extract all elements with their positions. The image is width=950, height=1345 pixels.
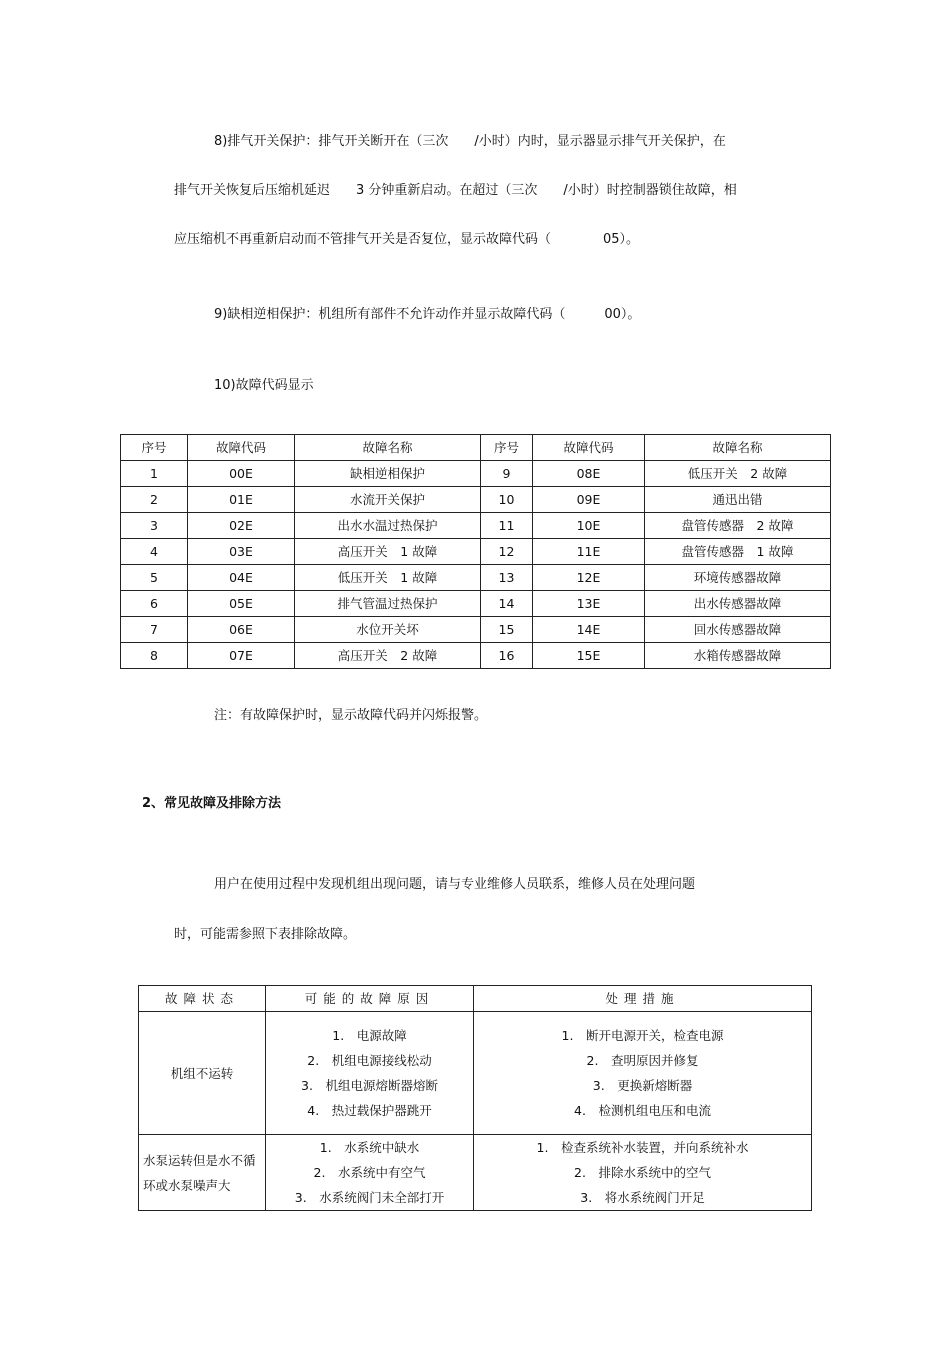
cell: 11E <box>533 539 645 565</box>
cell: 13 <box>481 565 533 591</box>
fault-table-header-row <box>121 435 831 461</box>
cell: 10 <box>481 487 533 513</box>
cell: 16 <box>481 643 533 669</box>
action-item: 1. 断开电源开关，检查电源 <box>561 1028 724 1043</box>
cell: 回水传感器故障 <box>645 617 831 643</box>
intro-line-1: 用户在使用过程中发现机组出现问题，请与专业维修人员联系，维修人员在处理问题 <box>214 877 696 892</box>
cell: 10E <box>533 513 645 539</box>
fault-state-cell: 机组不运转 <box>139 1012 266 1135</box>
cell: 12 <box>481 539 533 565</box>
paragraph-9: 9)缺相逆相保护：机组所有部件不允许动作并显示故障代码（ 00）。 <box>214 307 641 322</box>
fault-note: 注：有故障保护时，显示故障代码并闪烁报警。 <box>214 708 488 723</box>
actions-cell <box>474 1135 812 1211</box>
table-row <box>121 513 831 539</box>
cell: 14 <box>481 591 533 617</box>
cause-item: 1. 电源故障 <box>332 1028 407 1043</box>
header-actions: 处理措施 <box>474 986 812 1012</box>
cell: 00E <box>188 461 295 487</box>
cell: 低压开关 1 故障 <box>295 565 481 591</box>
cause-item: 4. 热过载保护器跳开 <box>307 1103 432 1118</box>
cell: 6 <box>121 591 188 617</box>
table-row <box>121 643 831 669</box>
table-row <box>139 1012 812 1135</box>
cell: 出水水温过热保护 <box>295 513 481 539</box>
action-item: 3. 更换新熔断器 <box>592 1078 693 1093</box>
cell: 11 <box>481 513 533 539</box>
cell: 盘管传感器 2 故障 <box>645 513 831 539</box>
cell: 05E <box>188 591 295 617</box>
cell: 12E <box>533 565 645 591</box>
action-item: 4. 检测机组电压和电流 <box>574 1103 711 1118</box>
table-row <box>121 617 831 643</box>
cell: 2 <box>121 487 188 513</box>
cause-item: 2. 水系统中有空气 <box>313 1165 426 1180</box>
header-state: 故障状态 <box>139 986 266 1012</box>
intro-line-2: 时，可能需参照下表排除故障。 <box>174 927 357 942</box>
table-row <box>121 539 831 565</box>
actions-cell <box>474 1012 812 1135</box>
causes-cell <box>266 1012 474 1135</box>
action-item: 3. 将水系统阀门开足 <box>580 1190 705 1205</box>
cell: 06E <box>188 617 295 643</box>
cell: 盘管传感器 1 故障 <box>645 539 831 565</box>
table-row <box>121 487 831 513</box>
table-row <box>121 461 831 487</box>
cell: 排气管温过热保护 <box>295 591 481 617</box>
table-row <box>121 565 831 591</box>
troubleshoot-header-row <box>139 986 812 1012</box>
fault-code-table <box>120 434 831 669</box>
cell: 08E <box>533 461 645 487</box>
cell: 14E <box>533 617 645 643</box>
header-code-2: 故障代码 <box>533 435 645 461</box>
action-item: 2. 查明原因并修复 <box>586 1053 699 1068</box>
fault-state-cell: 水泵运转但是水不循环或水泵噪声大 <box>139 1135 266 1211</box>
cell: 13E <box>533 591 645 617</box>
header-index-2: 序号 <box>481 435 533 461</box>
cell: 高压开关 1 故障 <box>295 539 481 565</box>
paragraph-10-heading: 10)故障代码显示 <box>214 378 314 393</box>
cell: 03E <box>188 539 295 565</box>
cell: 5 <box>121 565 188 591</box>
header-causes: 可能的故障原因 <box>266 986 474 1012</box>
cell: 缺相逆相保护 <box>295 461 481 487</box>
action-item: 2. 排除水系统中的空气 <box>574 1165 711 1180</box>
cell: 水箱传感器故障 <box>645 643 831 669</box>
cell: 水流开关保护 <box>295 487 481 513</box>
paragraph-8-line-2: 排气开关恢复后压缩机延迟 3 分钟重新启动。在超过（三次 /小时）时控制器锁住故障，相 <box>174 183 737 198</box>
header-code: 故障代码 <box>188 435 295 461</box>
paragraph-8-line-3: 应压缩机不再重新启动而不管排气开关是否复位，显示故障代码（ 05）。 <box>174 232 640 247</box>
cell: 15 <box>481 617 533 643</box>
cell: 02E <box>188 513 295 539</box>
cell: 出水传感器故障 <box>645 591 831 617</box>
cell: 高压开关 2 故障 <box>295 643 481 669</box>
action-item: 1. 检查系统补水装置，并向系统补水 <box>536 1140 749 1155</box>
table-row <box>139 1135 812 1211</box>
causes-cell <box>266 1135 474 1211</box>
cell: 环境传感器故障 <box>645 565 831 591</box>
cause-item: 3. 水系统阀门未全部打开 <box>294 1190 445 1205</box>
cell: 7 <box>121 617 188 643</box>
cell: 01E <box>188 487 295 513</box>
cell: 9 <box>481 461 533 487</box>
header-index: 序号 <box>121 435 188 461</box>
cell: 09E <box>533 487 645 513</box>
cell: 04E <box>188 565 295 591</box>
header-name: 故障名称 <box>295 435 481 461</box>
troubleshooting-table <box>138 985 812 1211</box>
cell: 3 <box>121 513 188 539</box>
cell: 8 <box>121 643 188 669</box>
cell: 水位开关坏 <box>295 617 481 643</box>
cell: 07E <box>188 643 295 669</box>
cell: 15E <box>533 643 645 669</box>
cause-item: 3. 机组电源熔断器熔断 <box>301 1078 438 1093</box>
cell: 低压开关 2 故障 <box>645 461 831 487</box>
header-name-2: 故障名称 <box>645 435 831 461</box>
cell: 4 <box>121 539 188 565</box>
table-row <box>121 591 831 617</box>
cell: 通迅出错 <box>645 487 831 513</box>
cell: 1 <box>121 461 188 487</box>
cause-item: 2. 机组电源接线松动 <box>307 1053 432 1068</box>
paragraph-8-line-1: 8)排气开关保护：排气开关断开在（三次 /小时）内时，显示器显示排气开关保护，在 <box>214 134 726 149</box>
cause-item: 1. 水系统中缺水 <box>319 1140 420 1155</box>
section-2-title: 2、常见故障及排除方法 <box>142 796 282 811</box>
